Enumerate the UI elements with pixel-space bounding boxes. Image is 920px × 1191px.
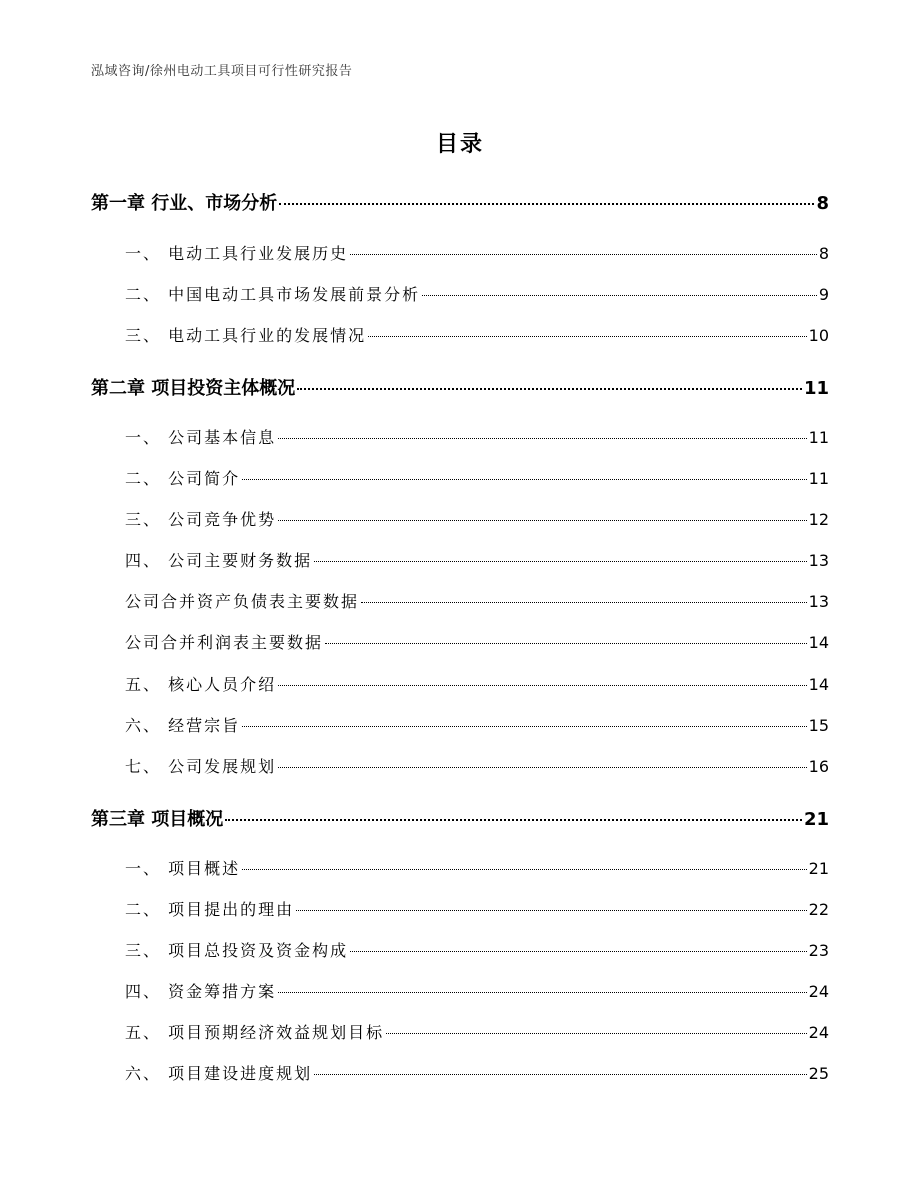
toc-section[interactable] — [125, 466, 829, 489]
toc-section[interactable] — [125, 282, 829, 305]
toc-entry-page: 9 — [818, 285, 829, 304]
toc-entry-label: 二、 中国电动工具市场发展前景分析 — [125, 285, 421, 304]
dot-leader — [278, 767, 807, 768]
dot-leader — [422, 295, 817, 296]
dot-leader — [386, 1033, 807, 1034]
toc-section[interactable] — [125, 1020, 829, 1043]
toc-section[interactable] — [125, 425, 829, 448]
toc-title: 目录 — [435, 132, 484, 157]
toc-entry-label: 二、 项目提出的理由 — [125, 900, 295, 919]
toc-entry-label: 第二章 项目投资主体概况 — [91, 378, 296, 399]
dot-leader — [350, 254, 817, 255]
toc-section[interactable] — [125, 856, 829, 879]
dot-leader — [242, 726, 807, 727]
toc-section[interactable] — [125, 1061, 829, 1084]
toc-entry-label: 公司合并利润表主要数据 — [125, 633, 324, 652]
toc-section[interactable] — [125, 241, 829, 264]
toc-entry-label: 五、 核心人员介绍 — [125, 675, 277, 694]
dot-leader — [242, 869, 807, 870]
toc-section[interactable] — [125, 548, 829, 571]
dot-leader — [279, 203, 814, 205]
toc-entry-page: 24 — [808, 1023, 829, 1042]
dot-leader — [325, 643, 807, 644]
dot-leader — [225, 819, 802, 821]
toc-entry-label: 三、 公司竞争优势 — [125, 510, 277, 529]
toc-entry-label: 七、 公司发展规划 — [125, 757, 277, 776]
toc-entry-page: 23 — [808, 941, 829, 960]
toc-section[interactable] — [125, 630, 829, 653]
toc-entry-page: 14 — [808, 633, 829, 652]
toc-entry-label: 五、 项目预期经济效益规划目标 — [125, 1023, 385, 1042]
toc-entry-label: 一、 公司基本信息 — [125, 428, 277, 447]
toc-section[interactable] — [125, 713, 829, 736]
toc-entry-page: 21 — [803, 809, 829, 830]
toc-entry-label: 三、 项目总投资及资金构成 — [125, 941, 349, 960]
toc-entry-label: 六、 项目建设进度规划 — [125, 1064, 313, 1083]
toc-chapter-1[interactable] — [91, 189, 829, 215]
toc-entry-label: 第一章 行业、市场分析 — [91, 193, 278, 214]
toc-section[interactable] — [125, 979, 829, 1002]
dot-leader — [314, 1074, 807, 1075]
dot-leader — [314, 561, 807, 562]
toc-entry-page: 11 — [808, 428, 829, 447]
toc-entry-label: 一、 电动工具行业发展历史 — [125, 244, 349, 263]
dot-leader — [297, 388, 802, 390]
toc-section[interactable] — [125, 323, 829, 346]
toc-section[interactable] — [125, 754, 829, 777]
dot-leader — [368, 336, 807, 337]
dot-leader — [278, 520, 807, 521]
dot-leader — [242, 479, 807, 480]
toc-entry-page: 22 — [808, 900, 829, 919]
toc-entry-page: 13 — [808, 551, 829, 570]
dot-leader — [278, 685, 807, 686]
toc-entry-page: 8 — [818, 244, 829, 263]
toc-entry-page: 25 — [808, 1064, 829, 1083]
toc-entry-page: 10 — [808, 326, 829, 345]
toc-entry-page: 24 — [808, 982, 829, 1001]
toc-entry-label: 二、 公司简介 — [125, 469, 241, 488]
toc-entry-label: 第三章 项目概况 — [91, 809, 224, 830]
toc-entry-page: 16 — [808, 757, 829, 776]
toc-entry-label: 一、 项目概述 — [125, 859, 241, 878]
toc-entry-label: 六、 经营宗旨 — [125, 716, 241, 735]
toc-entry-page: 11 — [808, 469, 829, 488]
dot-leader — [296, 910, 807, 911]
toc-chapter-3[interactable] — [91, 805, 829, 831]
toc-entry-label: 四、 公司主要财务数据 — [125, 551, 313, 570]
dot-leader — [278, 992, 807, 993]
toc-entry-label: 公司合并资产负债表主要数据 — [125, 592, 360, 611]
toc-chapter-2[interactable] — [91, 374, 829, 400]
toc-section[interactable] — [125, 897, 829, 920]
dot-leader — [350, 951, 807, 952]
toc-section[interactable] — [125, 672, 829, 695]
toc-entry-page: 13 — [808, 592, 829, 611]
toc-entry-page: 15 — [808, 716, 829, 735]
toc-section[interactable] — [125, 938, 829, 961]
page-header: 泓域咨询/徐州电动工具项目可行性研究报告 — [91, 64, 353, 79]
toc-entry-label: 三、 电动工具行业的发展情况 — [125, 326, 367, 345]
toc-entry-page: 21 — [808, 859, 829, 878]
dot-leader — [361, 602, 807, 603]
toc-entry-page: 11 — [803, 378, 829, 399]
toc-section[interactable] — [125, 507, 829, 530]
dot-leader — [278, 438, 807, 439]
toc-entry-page: 14 — [808, 675, 829, 694]
toc-entry-label: 四、 资金筹措方案 — [125, 982, 277, 1001]
toc-entry-page: 8 — [816, 193, 829, 214]
toc-entry-page: 12 — [808, 510, 829, 529]
toc-section[interactable] — [125, 589, 829, 612]
